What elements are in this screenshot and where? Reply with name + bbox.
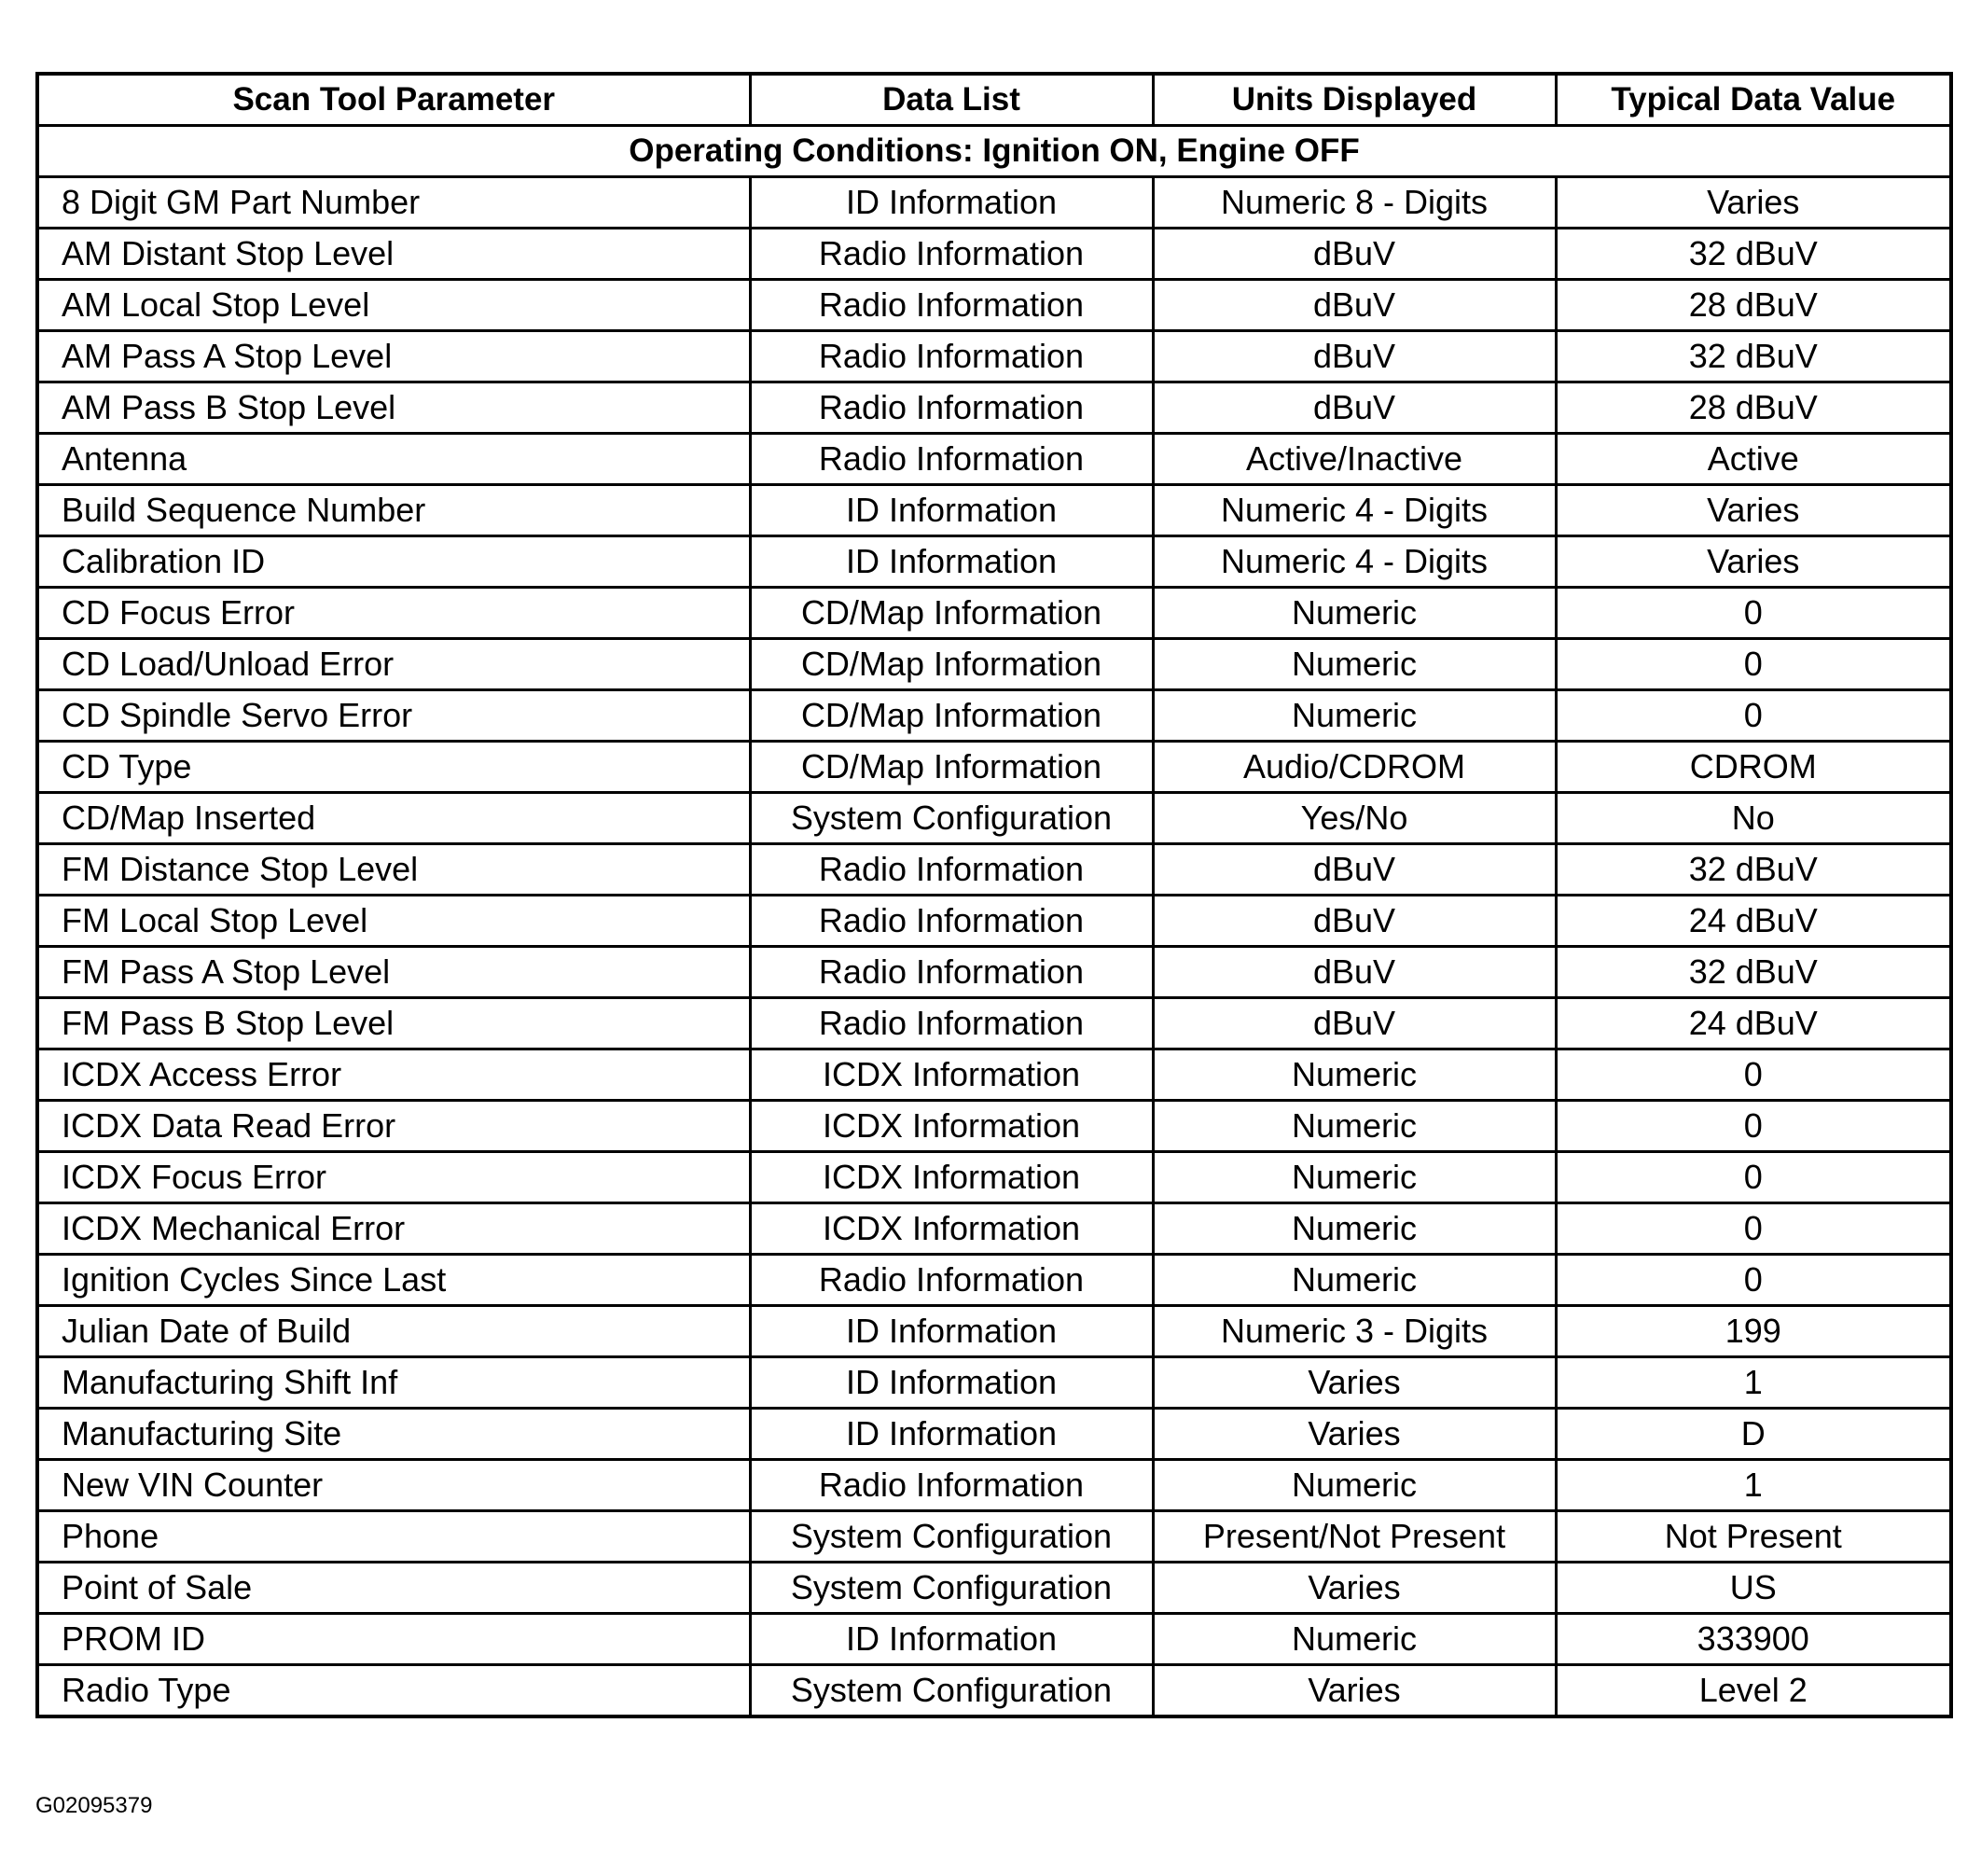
table-row bbox=[37, 177, 1951, 229]
cell-data-list: Radio Information bbox=[750, 844, 1153, 896]
cell-data-list: Radio Information bbox=[750, 331, 1153, 382]
cell-units: Numeric bbox=[1153, 1255, 1556, 1306]
cell-units: Numeric bbox=[1153, 639, 1556, 690]
cell-typical-value: 28 dBuV bbox=[1556, 280, 1951, 331]
cell-parameter: Julian Date of Build bbox=[37, 1306, 750, 1357]
cell-units: Numeric bbox=[1153, 1101, 1556, 1152]
cell-data-list: Radio Information bbox=[750, 1255, 1153, 1306]
cell-typical-value: 24 dBuV bbox=[1556, 896, 1951, 947]
cell-units: Varies bbox=[1153, 1665, 1556, 1717]
table-row bbox=[37, 639, 1951, 690]
table-row bbox=[37, 382, 1951, 434]
table-row bbox=[37, 1511, 1951, 1563]
cell-typical-value: 1 bbox=[1556, 1357, 1951, 1409]
cell-parameter: CD Type bbox=[37, 742, 750, 793]
table-row bbox=[37, 1563, 1951, 1614]
cell-parameter: New VIN Counter bbox=[37, 1460, 750, 1511]
cell-typical-value: D bbox=[1556, 1409, 1951, 1460]
cell-parameter: PROM ID bbox=[37, 1614, 750, 1665]
cell-units: Varies bbox=[1153, 1409, 1556, 1460]
header-scan-tool-parameter: Scan Tool Parameter bbox=[37, 74, 750, 126]
table-row bbox=[37, 1306, 1951, 1357]
table-row bbox=[37, 998, 1951, 1049]
cell-units: dBuV bbox=[1153, 382, 1556, 434]
cell-typical-value: 1 bbox=[1556, 1460, 1951, 1511]
cell-data-list: CD/Map Information bbox=[750, 588, 1153, 639]
cell-typical-value: 32 dBuV bbox=[1556, 331, 1951, 382]
cell-data-list: CD/Map Information bbox=[750, 690, 1153, 742]
cell-data-list: System Configuration bbox=[750, 1665, 1153, 1717]
table-row bbox=[37, 1255, 1951, 1306]
header-typical-data-value: Typical Data Value bbox=[1556, 74, 1951, 126]
cell-typical-value: Active bbox=[1556, 434, 1951, 485]
cell-typical-value: Varies bbox=[1556, 177, 1951, 229]
cell-parameter: Build Sequence Number bbox=[37, 485, 750, 536]
header-data-list: Data List bbox=[750, 74, 1153, 126]
cell-parameter: Ignition Cycles Since Last bbox=[37, 1255, 750, 1306]
table-row bbox=[37, 229, 1951, 280]
cell-data-list: ICDX Information bbox=[750, 1049, 1153, 1101]
cell-units: dBuV bbox=[1153, 844, 1556, 896]
cell-units: Numeric bbox=[1153, 1614, 1556, 1665]
cell-data-list: Radio Information bbox=[750, 229, 1153, 280]
cell-data-list: System Configuration bbox=[750, 1563, 1153, 1614]
cell-data-list: ID Information bbox=[750, 1306, 1153, 1357]
cell-typical-value: 0 bbox=[1556, 1203, 1951, 1255]
cell-parameter: CD Focus Error bbox=[37, 588, 750, 639]
cell-data-list: Radio Information bbox=[750, 1460, 1153, 1511]
cell-data-list: ID Information bbox=[750, 1614, 1153, 1665]
cell-parameter: ICDX Data Read Error bbox=[37, 1101, 750, 1152]
cell-units: dBuV bbox=[1153, 998, 1556, 1049]
cell-units: Numeric bbox=[1153, 690, 1556, 742]
cell-data-list: ID Information bbox=[750, 536, 1153, 588]
cell-parameter: FM Distance Stop Level bbox=[37, 844, 750, 896]
cell-parameter: 8 Digit GM Part Number bbox=[37, 177, 750, 229]
cell-parameter: Phone bbox=[37, 1511, 750, 1563]
cell-data-list: ICDX Information bbox=[750, 1101, 1153, 1152]
table-row bbox=[37, 280, 1951, 331]
table-row bbox=[37, 434, 1951, 485]
cell-units: Numeric bbox=[1153, 1460, 1556, 1511]
cell-data-list: Radio Information bbox=[750, 947, 1153, 998]
table-row bbox=[37, 1101, 1951, 1152]
cell-typical-value: 32 dBuV bbox=[1556, 844, 1951, 896]
scan-tool-data-table bbox=[35, 72, 1953, 1718]
cell-units: Yes/No bbox=[1153, 793, 1556, 844]
table-row bbox=[37, 1357, 1951, 1409]
cell-parameter: ICDX Mechanical Error bbox=[37, 1203, 750, 1255]
cell-parameter: CD Spindle Servo Error bbox=[37, 690, 750, 742]
cell-parameter: Antenna bbox=[37, 434, 750, 485]
cell-parameter: ICDX Focus Error bbox=[37, 1152, 750, 1203]
cell-parameter: FM Local Stop Level bbox=[37, 896, 750, 947]
cell-typical-value: 32 dBuV bbox=[1556, 947, 1951, 998]
cell-units: Numeric 4 - Digits bbox=[1153, 536, 1556, 588]
cell-units: dBuV bbox=[1153, 280, 1556, 331]
cell-parameter: AM Pass A Stop Level bbox=[37, 331, 750, 382]
header-row bbox=[37, 74, 1951, 126]
cell-units: Numeric 8 - Digits bbox=[1153, 177, 1556, 229]
cell-typical-value: 0 bbox=[1556, 1049, 1951, 1101]
cell-data-list: ICDX Information bbox=[750, 1152, 1153, 1203]
figure-id: G02095379 bbox=[35, 1793, 153, 1818]
cell-data-list: System Configuration bbox=[750, 1511, 1153, 1563]
cell-data-list: Radio Information bbox=[750, 382, 1153, 434]
cell-units: Numeric bbox=[1153, 1203, 1556, 1255]
cell-typical-value: 0 bbox=[1556, 1101, 1951, 1152]
cell-parameter: ICDX Access Error bbox=[37, 1049, 750, 1101]
cell-units: dBuV bbox=[1153, 896, 1556, 947]
table-row bbox=[37, 588, 1951, 639]
cell-parameter: CD/Map Inserted bbox=[37, 793, 750, 844]
cell-typical-value: 0 bbox=[1556, 690, 1951, 742]
operating-conditions: Operating Conditions: Ignition ON, Engine OFF bbox=[37, 126, 1951, 177]
header-units-displayed: Units Displayed bbox=[1153, 74, 1556, 126]
cell-typical-value: Varies bbox=[1556, 485, 1951, 536]
table-row bbox=[37, 536, 1951, 588]
cell-typical-value: 28 dBuV bbox=[1556, 382, 1951, 434]
cell-units: Varies bbox=[1153, 1563, 1556, 1614]
cell-parameter: Radio Type bbox=[37, 1665, 750, 1717]
table-row bbox=[37, 331, 1951, 382]
cell-data-list: ID Information bbox=[750, 485, 1153, 536]
cell-parameter: AM Local Stop Level bbox=[37, 280, 750, 331]
table-row bbox=[37, 1152, 1951, 1203]
cell-data-list: Radio Information bbox=[750, 998, 1153, 1049]
cell-parameter: AM Pass B Stop Level bbox=[37, 382, 750, 434]
cell-typical-value: Level 2 bbox=[1556, 1665, 1951, 1717]
table-row bbox=[37, 844, 1951, 896]
table-row bbox=[37, 947, 1951, 998]
cell-units: Present/Not Present bbox=[1153, 1511, 1556, 1563]
table-row bbox=[37, 1203, 1951, 1255]
cell-data-list: Radio Information bbox=[750, 280, 1153, 331]
cell-units: Numeric bbox=[1153, 588, 1556, 639]
table-row bbox=[37, 1460, 1951, 1511]
table-row bbox=[37, 793, 1951, 844]
cell-units: Varies bbox=[1153, 1357, 1556, 1409]
cell-typical-value: Not Present bbox=[1556, 1511, 1951, 1563]
cell-parameter: Calibration ID bbox=[37, 536, 750, 588]
table-row bbox=[37, 896, 1951, 947]
table-row bbox=[37, 690, 1951, 742]
cell-data-list: ID Information bbox=[750, 1409, 1153, 1460]
cell-units: Audio/CDROM bbox=[1153, 742, 1556, 793]
cell-parameter: AM Distant Stop Level bbox=[37, 229, 750, 280]
cell-data-list: CD/Map Information bbox=[750, 639, 1153, 690]
cell-units: Numeric 4 - Digits bbox=[1153, 485, 1556, 536]
cell-units: dBuV bbox=[1153, 229, 1556, 280]
cell-parameter: Manufacturing Shift Inf bbox=[37, 1357, 750, 1409]
cell-parameter: CD Load/Unload Error bbox=[37, 639, 750, 690]
cell-typical-value: 0 bbox=[1556, 1255, 1951, 1306]
cell-units: Numeric bbox=[1153, 1049, 1556, 1101]
table-row bbox=[37, 1614, 1951, 1665]
cell-parameter: Point of Sale bbox=[37, 1563, 750, 1614]
cell-typical-value: 199 bbox=[1556, 1306, 1951, 1357]
cell-typical-value: 32 dBuV bbox=[1556, 229, 1951, 280]
table-row bbox=[37, 485, 1951, 536]
cell-data-list: ICDX Information bbox=[750, 1203, 1153, 1255]
table-row bbox=[37, 1049, 1951, 1101]
cell-data-list: ID Information bbox=[750, 1357, 1153, 1409]
cell-units: Numeric bbox=[1153, 1152, 1556, 1203]
table-row bbox=[37, 1409, 1951, 1460]
cell-typical-value: 0 bbox=[1556, 1152, 1951, 1203]
cell-data-list: CD/Map Information bbox=[750, 742, 1153, 793]
cell-parameter: FM Pass A Stop Level bbox=[37, 947, 750, 998]
cell-data-list: Radio Information bbox=[750, 896, 1153, 947]
cell-typical-value: 333900 bbox=[1556, 1614, 1951, 1665]
cell-units: dBuV bbox=[1153, 331, 1556, 382]
table-row bbox=[37, 742, 1951, 793]
cell-typical-value: 24 dBuV bbox=[1556, 998, 1951, 1049]
cell-parameter: FM Pass B Stop Level bbox=[37, 998, 750, 1049]
operating-conditions-row bbox=[37, 126, 1951, 177]
cell-typical-value: CDROM bbox=[1556, 742, 1951, 793]
cell-units: Numeric 3 - Digits bbox=[1153, 1306, 1556, 1357]
cell-typical-value: 0 bbox=[1556, 639, 1951, 690]
cell-typical-value: Varies bbox=[1556, 536, 1951, 588]
cell-parameter: Manufacturing Site bbox=[37, 1409, 750, 1460]
cell-units: Active/Inactive bbox=[1153, 434, 1556, 485]
table-row bbox=[37, 1665, 1951, 1717]
cell-typical-value: US bbox=[1556, 1563, 1951, 1614]
cell-typical-value: No bbox=[1556, 793, 1951, 844]
cell-data-list: ID Information bbox=[750, 177, 1153, 229]
cell-units: dBuV bbox=[1153, 947, 1556, 998]
cell-data-list: System Configuration bbox=[750, 793, 1153, 844]
cell-data-list: Radio Information bbox=[750, 434, 1153, 485]
cell-typical-value: 0 bbox=[1556, 588, 1951, 639]
